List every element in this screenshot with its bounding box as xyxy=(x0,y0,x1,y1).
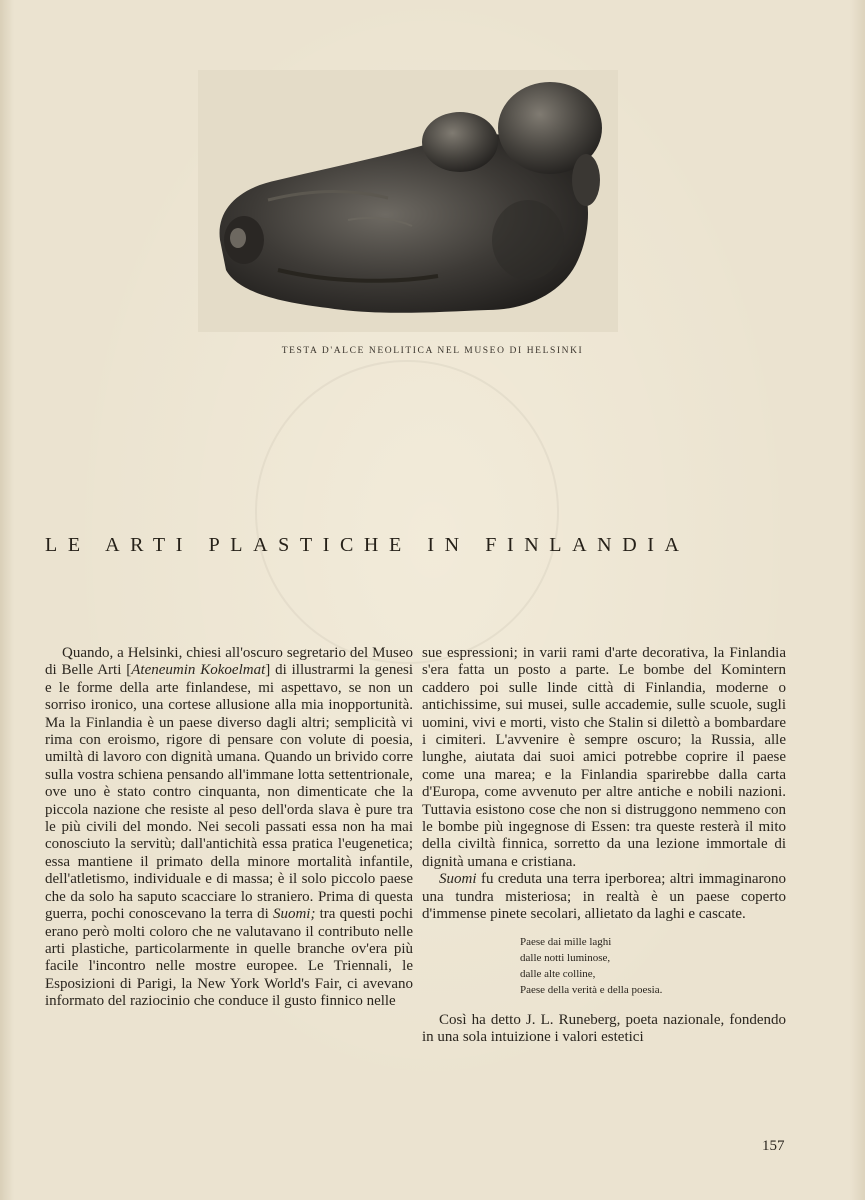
museum-name-italic: Ateneumin Kokoelmat xyxy=(131,662,266,679)
text-run: Quando, a Helsinki, chiesi all'oscuro segretario del Museo di Belle Arti [ xyxy=(45,645,413,679)
moose-head-sculpture-image xyxy=(198,70,618,332)
watermark-seal xyxy=(255,360,559,664)
poem-line: dalle alte colline, xyxy=(520,967,596,980)
article-title: LE ARTI PLASTICHE IN FINLANDIA xyxy=(45,534,690,556)
article-column-left xyxy=(45,645,413,1011)
poem-line: Paese dai mille laghi xyxy=(520,935,612,948)
article-column-right xyxy=(422,645,786,1046)
suomi-italic: Suomi; xyxy=(272,906,316,923)
page-number: 157 xyxy=(762,1138,785,1154)
text-run: fu creduta una terra iperborea; altri immaginarono una tundra misteriosa; in realtà è un paese coperto d'immense pinete secolari, allietato da laghi e cascate. xyxy=(422,871,786,923)
moose-head-photograph xyxy=(198,70,618,332)
poem-quote xyxy=(520,934,786,998)
paragraph: Così ha detto J. L. Runeberg, poeta nazionale, fondendo in una sola intuizione i valori estetici xyxy=(422,1011,786,1045)
text-run: ] di illustrarmi la genesi e le forme della arte finlandese, mi aspettavo, se non un sorriso ironico, una cortese allusione alla mia inopportunità. Ma la Finlandia è un paese diverso dagli altri; semplicità vi rima con eroismo, rigore di pensare con volute di poesia, umiltà di lavoro con dignità umana. Quando un brivido corre sulla vostra schiena pensando all'immane lotta settentrionale, ove uno è stato contro cinquanta, non dimenticate che la piccola nazione che resiste al peso dell'orda slava è pure tra le più civili del mondo. Nei secoli passati essa non ha mai conosciuto la servitù; dall'antichità essa pratica l'eugenetica; essa mantiene il primato della minore mortalità infantile, dell'atletismo, individuale e di massa; è il solo piccolo paese che da solo ha saputo scacciare lo straniero. Prima di questa guerra, pochi conoscevano la terra di xyxy=(45,662,413,923)
paragraph xyxy=(45,645,413,1011)
figure-caption: TESTA D'ALCE NEOLITICA NEL MUSEO DI HELSINKI xyxy=(281,346,584,356)
poem-line: dalle notti luminose, xyxy=(520,951,611,964)
text-run: tra questi pochi erano però molti coloro che ne valutavano il contributo nelle arti plastiche, particolarmente in quelle branche ov'era più facile l'incontro nelle mostre europee. Le Triennali, le Esposizioni di Parigi, la New York World's Fair, ci avevano informato del raziocinio che conduce il gusto finnico nelle xyxy=(45,906,413,1010)
paragraph: sue espressioni; in varii rami d'arte decorativa, la Finlandia s'era fatta un posto a parte. Le bombe del Komintern caddero poi sulle linde città di Finlandia, moderne o antichissime, sui musei, sulle accademie, sulle scuole, sugli uomini, vivi e morti, visto che Stalin si dilettò a bombardare i cimiteri. L'avvenire è sempre oscuro; la Russia, alle lunghe, aiutata dai suoi amici potrebbe coprire il paese come una marea; e la Finlandia sparirebbe dalla carta d'Europa, come avvenuto per altre antiche e nobili nazioni. Tuttavia esistono cose che non si distruggono nemmeno con le bombe più ingegnose di Essen: tra queste resterà il mito della civiltà finnica, sorretto da una lezione immortale di dignità umana e cristiana. xyxy=(422,645,786,870)
suomi-italic: Suomi xyxy=(439,871,477,888)
paragraph xyxy=(422,871,786,923)
poem-line: Paese della verità e della poesia. xyxy=(520,983,663,996)
